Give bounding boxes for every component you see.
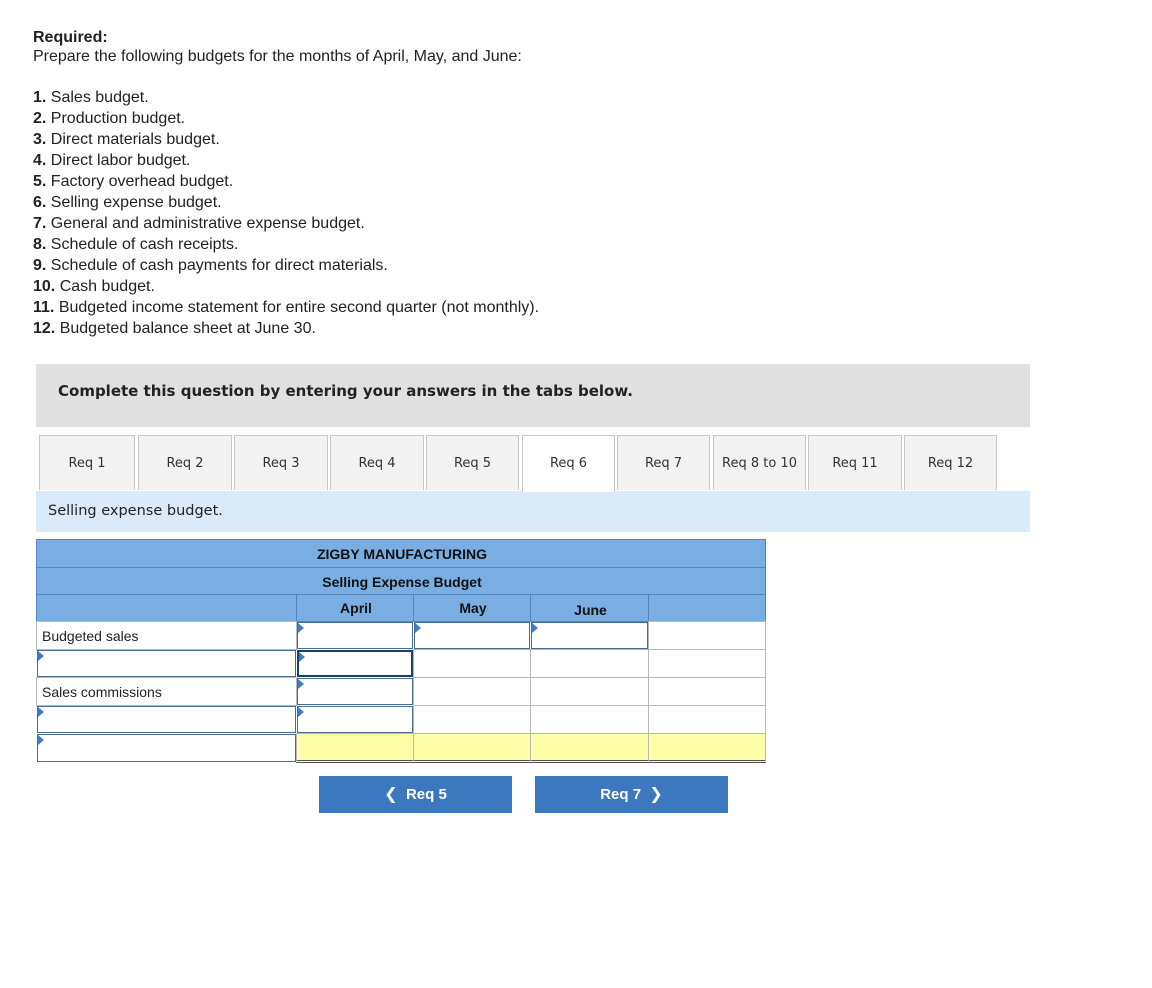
subheading-text: Selling expense budget. xyxy=(48,503,223,519)
required-intro: Prepare the following budgets for the months of April, May, and June: xyxy=(33,48,522,65)
list-item: 3. Direct materials budget. xyxy=(33,131,220,148)
tab-req-8-to-10[interactable]: Req 8 to 10 xyxy=(713,435,806,490)
rate-april-input[interactable] xyxy=(297,650,413,677)
selling-expense-table xyxy=(36,539,766,764)
list-item: 10. Cash budget. xyxy=(33,278,155,295)
chevron-left-icon: ❮ xyxy=(384,786,398,803)
list-item: 9. Schedule of cash payments for direct materials. xyxy=(33,257,388,274)
list-item: 8. Schedule of cash receipts. xyxy=(33,236,239,253)
tab-req-4[interactable]: Req 4 xyxy=(330,435,424,490)
empty-cell xyxy=(648,649,766,678)
requirement-tabs xyxy=(39,435,1030,492)
tab-req-11[interactable]: Req 11 xyxy=(808,435,902,490)
budgeted-sales-label: Budgeted sales xyxy=(42,628,139,644)
list-item: 4. Direct labor budget. xyxy=(33,152,191,169)
column-header-june: June xyxy=(530,594,649,622)
budget-title: Selling Expense Budget xyxy=(322,574,482,590)
next-req-button[interactable]: Req 7 ❯ xyxy=(535,776,728,813)
column-header-april: April xyxy=(296,594,414,622)
budgeted-sales-april-input[interactable] xyxy=(297,622,413,649)
expense-label-input[interactable] xyxy=(37,706,296,733)
list-item: 11. Budgeted income statement for entire second quarter (not monthly). xyxy=(33,299,540,316)
empty-cell xyxy=(648,621,766,650)
column-header-may: May xyxy=(413,594,531,622)
budgeted-sales-may-input[interactable] xyxy=(414,622,530,649)
instruction-text: Complete this question by entering your answers in the tabs below. xyxy=(58,382,633,400)
empty-cell xyxy=(530,677,649,706)
empty-cell xyxy=(648,677,766,706)
total-april-cell xyxy=(296,733,414,763)
list-item: 7. General and administrative expense budget. xyxy=(33,215,365,232)
total-june-cell xyxy=(530,733,649,763)
budgeted-sales-june-input[interactable] xyxy=(531,622,648,649)
tab-req-7[interactable]: Req 7 xyxy=(617,435,710,490)
requirements-list xyxy=(33,87,733,339)
empty-cell xyxy=(648,705,766,734)
rate-label-input[interactable] xyxy=(37,650,296,677)
total-extra-cell xyxy=(648,733,766,763)
empty-cell xyxy=(413,649,531,678)
chevron-right-icon: ❯ xyxy=(649,786,663,803)
sales-commissions-label: Sales commissions xyxy=(42,684,162,700)
tab-req-3[interactable]: Req 3 xyxy=(234,435,328,490)
empty-cell xyxy=(530,649,649,678)
list-item: 2. Production budget. xyxy=(33,110,186,127)
prev-req-button[interactable]: ❮ Req 5 xyxy=(319,776,512,813)
tab-req-1[interactable]: Req 1 xyxy=(39,435,135,490)
required-title: Required: xyxy=(33,29,108,46)
tab-req-12[interactable]: Req 12 xyxy=(904,435,997,490)
title-header xyxy=(36,567,766,595)
tab-req-6[interactable]: Req 6 xyxy=(522,435,615,492)
empty-cell xyxy=(530,705,649,734)
column-header-blank xyxy=(648,594,766,622)
list-item: 5. Factory overhead budget. xyxy=(33,173,234,190)
header-blank xyxy=(36,594,297,622)
sales-commissions-april-input[interactable] xyxy=(297,678,413,705)
tab-req-2[interactable]: Req 2 xyxy=(138,435,232,490)
total-may-cell xyxy=(413,733,531,763)
list-item: 12. Budgeted balance sheet at June 30. xyxy=(33,320,316,337)
row-label-cell xyxy=(36,621,297,650)
section-subheading xyxy=(36,491,1030,532)
instruction-banner xyxy=(36,364,1030,427)
list-item: 6. Selling expense budget. xyxy=(33,194,222,211)
company-header xyxy=(36,539,766,568)
empty-cell xyxy=(413,677,531,706)
list-item: 1. Sales budget. xyxy=(33,89,149,106)
requirements-section xyxy=(33,28,733,339)
expense-april-input[interactable] xyxy=(297,706,413,733)
tab-req-5[interactable]: Req 5 xyxy=(426,435,519,490)
total-label-input[interactable] xyxy=(37,734,296,762)
company-name: ZIGBY MANUFACTURING xyxy=(316,546,488,562)
empty-cell xyxy=(413,705,531,734)
row-label-cell xyxy=(36,677,297,706)
